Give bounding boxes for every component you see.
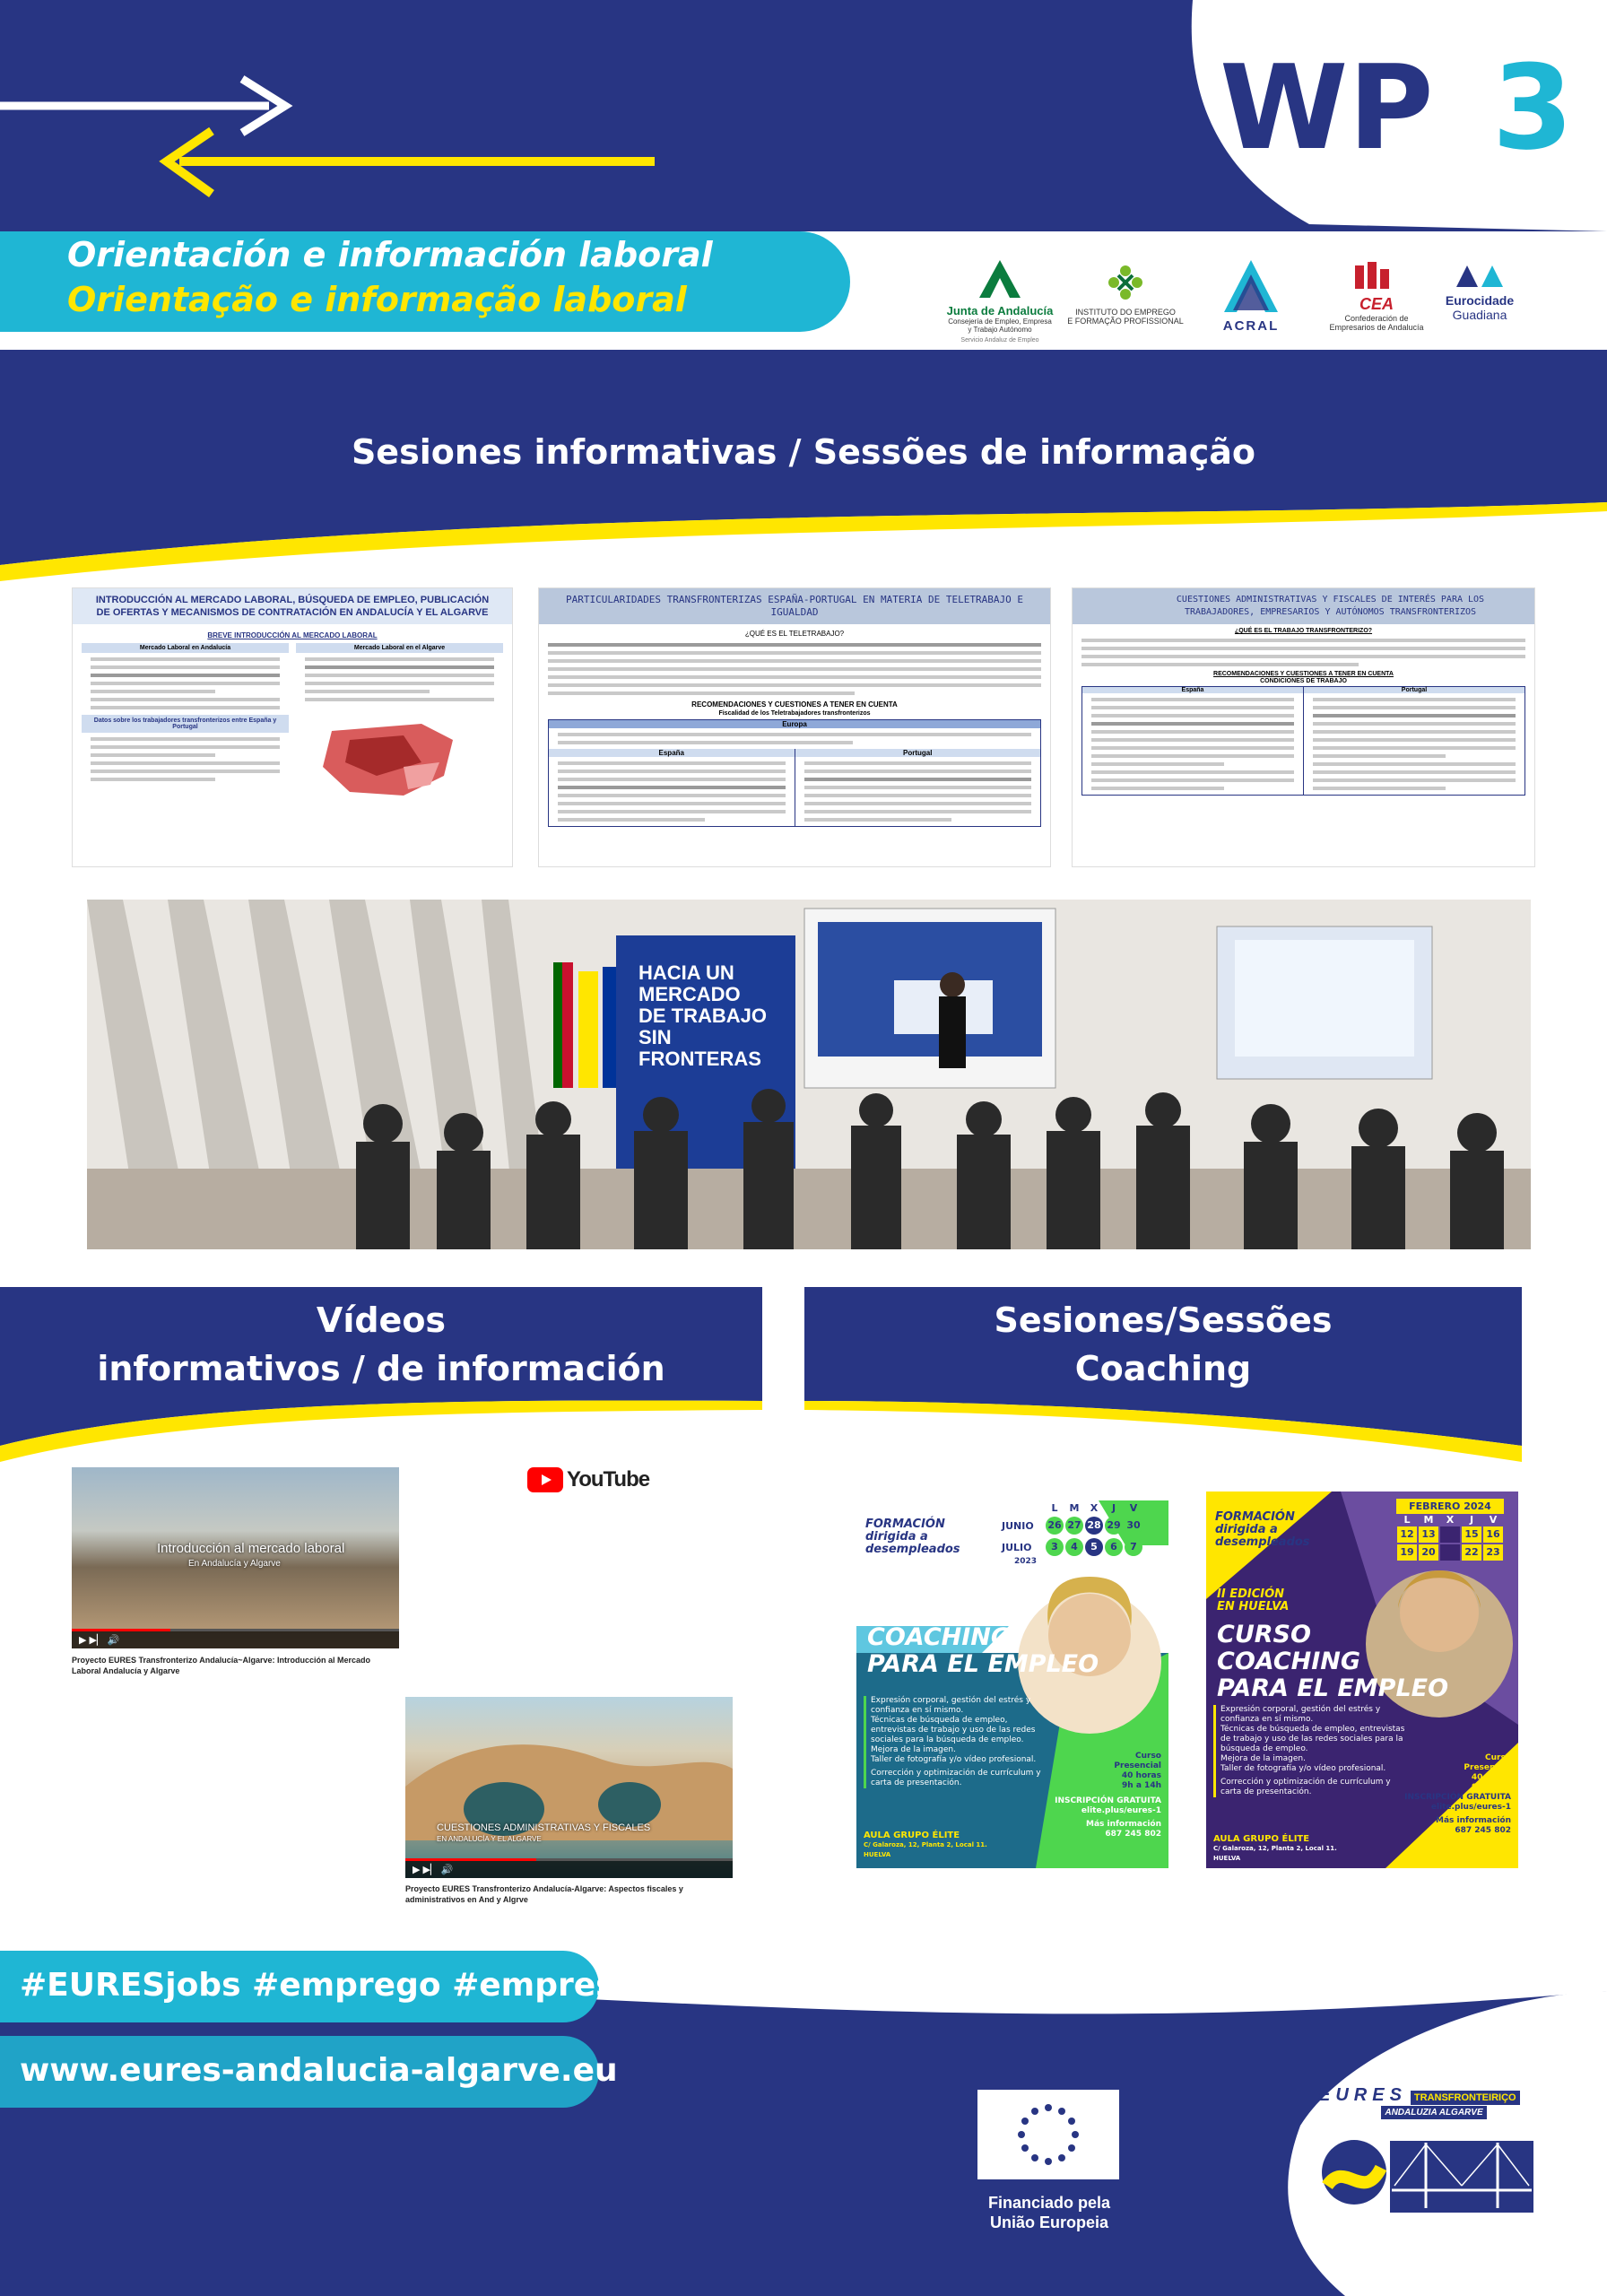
- play-icon[interactable]: ▶ ▶▏ 🔊: [79, 1635, 120, 1646]
- day-head: X: [1446, 1514, 1455, 1526]
- videos-title-line1: Vídeos: [316, 1300, 447, 1340]
- poster2-curso: CURSO: [1217, 1621, 1311, 1648]
- day-cell: [1440, 1544, 1460, 1561]
- poster2-info: Más información: [1435, 1816, 1511, 1825]
- doc-thumb-1: [72, 587, 513, 867]
- doc3-title: CUESTIONES ADMINISTRATIVAS Y FISCALES DE INTERÉS PARA LOS TRABAJADORES, EMPRESARIOS Y AUTÓNOMOS TRANSFRONTERIZOS: [1073, 588, 1534, 624]
- poster1-curso: CURSO: [867, 1596, 961, 1624]
- doc1-col2: Mercado Laboral en el Algarve: [296, 643, 503, 653]
- screen-line1: HACIA UN MERCADO: [638, 961, 741, 1005]
- title-es: Orientación e información laboral: [67, 235, 713, 274]
- day-head: L: [1051, 1502, 1058, 1514]
- doc2-title: PARTICULARIDADES TRANSFRONTERIZAS ESPAÑA-PORTUGAL EN MATERIA DE TELETRABAJO E IGUALDAD: [539, 588, 1050, 624]
- arrows-icon: [0, 63, 682, 206]
- poster1-web: elite.plus/eures-1: [1081, 1806, 1161, 1815]
- logo-acral: [1206, 258, 1296, 334]
- day-cell: 30: [1125, 1517, 1142, 1535]
- doc2-table-head: Europa: [549, 720, 1040, 728]
- acral-triangle-icon: [1222, 258, 1280, 314]
- poster1-month1: JUNIO: [1002, 1519, 1034, 1532]
- poster1-aula: AULA GRUPO ÉLITE: [864, 1831, 960, 1840]
- poster1-year: 2023: [1014, 1557, 1038, 1566]
- poster1-para: PARA EL EMPLEO: [867, 1650, 1099, 1678]
- junta-sub2: y Trabajo Autónomo: [968, 326, 1032, 334]
- junta-sub3: Servicio Andaluz de Empleo: [960, 337, 1039, 344]
- day-cell: [1440, 1526, 1460, 1543]
- day-cell: 7: [1125, 1538, 1142, 1556]
- eu-line1: Financiado pela: [987, 2194, 1111, 2212]
- eu-flag: [977, 2090, 1119, 2179]
- poster2-address: C/ Galaroza, 12, Planta 2, Local 11. HUELVA: [1213, 1845, 1337, 1862]
- poster1-dirigida: dirigida a: [865, 1530, 928, 1544]
- video2-caption: Proyecto EURES Transfronterizo Andalucía-Algarve: Aspectos fiscales y administrativos en And y Algrve: [405, 1884, 683, 1904]
- poster1-presencial: Curso Presencial: [1114, 1752, 1161, 1770]
- poster1-desempleados: desempleados: [865, 1543, 960, 1556]
- video2-overlay-title: CUESTIONES ADMINISTRATIVAS Y FISCALES: [437, 1822, 651, 1833]
- junta-triangle-icon: [977, 258, 1022, 300]
- coaching-poster-2: [1206, 1492, 1518, 1868]
- day-cell: 3: [1046, 1538, 1064, 1556]
- eures-bridge-icon: [1318, 2123, 1542, 2222]
- day-cell: 20: [1419, 1544, 1438, 1561]
- doc1-subtitle: BREVE INTRODUCCIÓN AL MERCADO LABORAL: [207, 631, 378, 639]
- poster2-desempleados: desempleados: [1215, 1535, 1310, 1549]
- youtube-play-icon: [527, 1467, 563, 1492]
- poster2-item: Mejora de la imagen.: [1220, 1754, 1306, 1763]
- day-cell: 23: [1483, 1544, 1503, 1561]
- cea-icon: [1350, 260, 1403, 291]
- poster2-item: Corrección y optimización de currículum y carta de presentación.: [1220, 1778, 1391, 1796]
- day-head: M: [1423, 1514, 1434, 1526]
- junta-sub1: Consejería de Empleo, Empresa: [948, 317, 1052, 326]
- doc3-table-title: CONDICIONES DE TRABAJO: [1260, 678, 1347, 684]
- videos-wave: [0, 1392, 762, 1464]
- poster2-calendar: [1396, 1499, 1504, 1561]
- session-room-illustration: [87, 900, 1531, 1249]
- poster2-inscripcion: INSCRIPCIÓN GRATUITA: [1404, 1793, 1511, 1802]
- eu-line2: União Europeia: [989, 2213, 1109, 2231]
- poster1-address: C/ Galaroza, 12, Planta 2, Local 11. HUELVA: [864, 1841, 987, 1858]
- video-thumb-1[interactable]: [72, 1467, 399, 1648]
- day-cell: 19: [1397, 1544, 1417, 1561]
- poster2-presencial: Curso Presencial: [1464, 1753, 1511, 1772]
- title-pt: Orientação e informação laboral: [67, 280, 687, 319]
- cea-sub2: Empresarios de Andalucía: [1329, 323, 1424, 332]
- eurocidade-line2: Guadiana: [1452, 308, 1507, 322]
- poster1-coaching: COACHING: [867, 1623, 1012, 1651]
- eures-region: ANDALUZIA ALGARVE: [1381, 2106, 1487, 2119]
- doc3-col2: Portugal: [1304, 687, 1524, 693]
- play-icon[interactable]: ▶ ▶▏ 🔊: [413, 1865, 454, 1875]
- video1-caption: Proyecto EURES Transfronterizo Andalucía~Algarve: Introducción al Mercado Laboral Andalucía y Algarve: [72, 1656, 370, 1675]
- day-head: X: [1090, 1502, 1099, 1514]
- day-cell: 28: [1085, 1517, 1103, 1535]
- video-thumb-2[interactable]: [405, 1697, 733, 1878]
- logo-eurocidade: [1439, 262, 1520, 322]
- poster1-hours: 40 horas: [1121, 1771, 1161, 1780]
- doc2-table-title: Fiscalidad de los Teletrabajadores transfronterizos: [718, 710, 871, 717]
- poster2-item: Técnicas de búsqueda de empleo, entrevistas de trabajo y uso de las redes sociales para la búsqueda de empleo.: [1220, 1725, 1405, 1753]
- poster2-month: FEBRERO 2024: [1396, 1499, 1504, 1514]
- eurocidade-icon: [1453, 262, 1507, 289]
- day-cell: 26: [1046, 1517, 1064, 1535]
- doc2-col2: Portugal: [795, 749, 1041, 757]
- cea-name: CEA: [1359, 295, 1394, 313]
- poster2-hours: 40 horas: [1471, 1773, 1511, 1782]
- poster1-item: Expresión corporal, gestión del estrés y confianza en sí mismo.: [871, 1696, 1031, 1715]
- videos-title-line2: informativos / de información: [97, 1349, 665, 1388]
- wp-number: 3: [1491, 39, 1574, 176]
- video2-controls[interactable]: [405, 1858, 733, 1878]
- junta-name: Junta de Andalucía: [946, 304, 1054, 317]
- iefp-line2: E FORMAÇÃO PROFISSIONAL: [1067, 317, 1184, 326]
- day-head: L: [1403, 1514, 1411, 1526]
- eu-stars-icon: [1012, 2099, 1084, 2170]
- poster1-info: Más información: [1085, 1820, 1161, 1829]
- hashtags: #EURESjobs #emprego #empresa: [20, 1967, 637, 2004]
- day-cell: 22: [1462, 1544, 1481, 1561]
- day-cell: 15: [1462, 1526, 1481, 1543]
- eures-logo: [1318, 2085, 1542, 2229]
- doc3-section: RECOMENDACIONES Y CUESTIONES A TENER EN CUENTA: [1213, 671, 1394, 677]
- poster2-dirigida: dirigida a: [1215, 1523, 1278, 1536]
- screen-line3: SIN FRONTERAS: [638, 1026, 761, 1070]
- poster2-web: elite.plus/eures-1: [1430, 1803, 1511, 1812]
- coaching-poster-1: [856, 1492, 1168, 1868]
- sessions-title: Sesiones informativas / Sessões de informação: [351, 432, 1256, 472]
- photo-screen-text: [638, 962, 791, 1070]
- coaching-title-line1: Sesiones/Sessões: [994, 1300, 1333, 1340]
- logo-iefp: [1067, 262, 1184, 326]
- logo-cea: [1318, 260, 1435, 332]
- poster1-items: [864, 1696, 1050, 1788]
- sessions-band: [0, 350, 1607, 502]
- poster1-calendar: [1002, 1502, 1143, 1566]
- doc3-subtitle: ¿QUÉ ES EL TRABAJO TRANSFRONTERIZO?: [1234, 628, 1373, 634]
- poster2-items: [1213, 1705, 1409, 1797]
- poster2-formacion: FORMACIÓN: [1215, 1510, 1295, 1524]
- doc2-section: RECOMENDACIONES Y CUESTIONES A TENER EN CUENTA: [691, 700, 898, 709]
- poster2-coaching: COACHING: [1217, 1648, 1361, 1675]
- video2-overlay-sub: EN ANDALUCÍA Y EL ALGARVE: [437, 1835, 542, 1843]
- cea-sub1: Confederación de: [1344, 314, 1409, 323]
- doc-thumb-2: [538, 587, 1051, 867]
- doc-thumb-3: [1072, 587, 1535, 867]
- poster2-para: PARA EL EMPLEO: [1217, 1674, 1449, 1702]
- iefp-line1: INSTITUTO DO EMPREGO: [1075, 308, 1176, 317]
- poster1-time: 9h a 14h: [1122, 1781, 1161, 1790]
- poster2-item: Expresión corporal, gestión del estrés y confianza en sí mismo.: [1220, 1705, 1381, 1724]
- doc2-col1: España: [549, 749, 795, 757]
- poster2-item: Taller de fotografía y/o vídeo profesional.: [1220, 1764, 1386, 1773]
- poster1-item: Técnicas de búsqueda de empleo, entrevistas de trabajo y uso de las redes sociales para la búsqueda de empleo.: [871, 1716, 1036, 1744]
- coaching-wave: [804, 1392, 1522, 1464]
- day-head: V: [1489, 1514, 1498, 1526]
- day-cell: 13: [1419, 1526, 1438, 1543]
- day-head: V: [1129, 1502, 1138, 1514]
- youtube-wordmark: YouTube: [567, 1467, 650, 1492]
- website-link[interactable]: www.eures-andalucia-algarve.eu: [20, 2052, 618, 2089]
- iefp-icon: [1105, 262, 1146, 303]
- eu-text: [951, 2193, 1148, 2232]
- doc1-title: INTRODUCCIÓN AL MERCADO LABORAL, BÚSQUEDA DE EMPLEO, PUBLICACIÓN DE OFERTAS Y MECANISMOS DE CONTRATACIÓN EN ANDALUCÍA Y EL ALGARVE: [73, 588, 512, 624]
- eurocidade-line1: Eurocidade: [1445, 293, 1515, 308]
- poster2-time: 9h a 14h: [1472, 1783, 1511, 1792]
- coaching-title-line2: Coaching: [1074, 1349, 1252, 1388]
- poster2-phone: 687 245 802: [1455, 1826, 1511, 1835]
- day-head: M: [1069, 1502, 1080, 1514]
- day-head: J: [1469, 1514, 1474, 1526]
- doc1-col1: Mercado Laboral en Andalucía: [82, 643, 289, 653]
- doc2-subtitle: ¿QUÉ ES EL TELETRABAJO?: [744, 630, 845, 638]
- spain-map-icon: [296, 713, 475, 803]
- wp-label: [1220, 39, 1574, 176]
- video1-overlay-sub: En Andalucía y Algarve: [188, 1559, 281, 1569]
- session-photo: [87, 900, 1531, 1249]
- day-cell: 16: [1483, 1526, 1503, 1543]
- day-head: J: [1111, 1502, 1116, 1514]
- day-cell: 29: [1105, 1517, 1123, 1535]
- day-cell: 5: [1085, 1538, 1103, 1556]
- wp-text: WP: [1220, 39, 1434, 176]
- doc3-col1: España: [1082, 687, 1303, 693]
- eures-word: EURES: [1318, 2085, 1407, 2105]
- poster1-item: Mejora de la imagen.: [871, 1745, 956, 1754]
- day-cell: 6: [1105, 1538, 1123, 1556]
- poster1-month2: JULIO: [1002, 1541, 1032, 1553]
- poster1-item: Taller de fotografía y/o vídeo profesional.: [871, 1755, 1037, 1764]
- day-cell: 27: [1065, 1517, 1083, 1535]
- poster1-phone: 687 245 802: [1105, 1830, 1161, 1839]
- poster1-inscripcion: INSCRIPCIÓN GRATUITA: [1055, 1796, 1161, 1805]
- doc1-box: Datos sobre los trabajadores transfronterizos entre España y Portugal: [82, 715, 289, 733]
- sessions-wave: [0, 484, 1607, 583]
- videos-title: [0, 1296, 762, 1393]
- poster1-item: Corrección y optimización de currículum y carta de presentación.: [871, 1769, 1041, 1787]
- poster1-formacion: FORMACIÓN: [865, 1518, 945, 1531]
- video1-controls[interactable]: [72, 1629, 399, 1648]
- poster2-edicion: II EDICIÓN EN HUELVA: [1217, 1587, 1290, 1613]
- poster2-aula: AULA GRUPO ÉLITE: [1213, 1834, 1310, 1844]
- video1-overlay-title: Introducción al mercado laboral: [157, 1541, 345, 1556]
- screen-line2: DE TRABAJO: [638, 1004, 768, 1027]
- acral-name: ACRAL: [1222, 318, 1280, 334]
- day-cell: 4: [1065, 1538, 1083, 1556]
- eures-trans: TRANSFRONTEIRIÇO: [1411, 2091, 1520, 2105]
- day-cell: 12: [1397, 1526, 1417, 1543]
- logo-junta: [942, 258, 1058, 357]
- coaching-title: [804, 1296, 1522, 1393]
- youtube-logo: [527, 1467, 649, 1492]
